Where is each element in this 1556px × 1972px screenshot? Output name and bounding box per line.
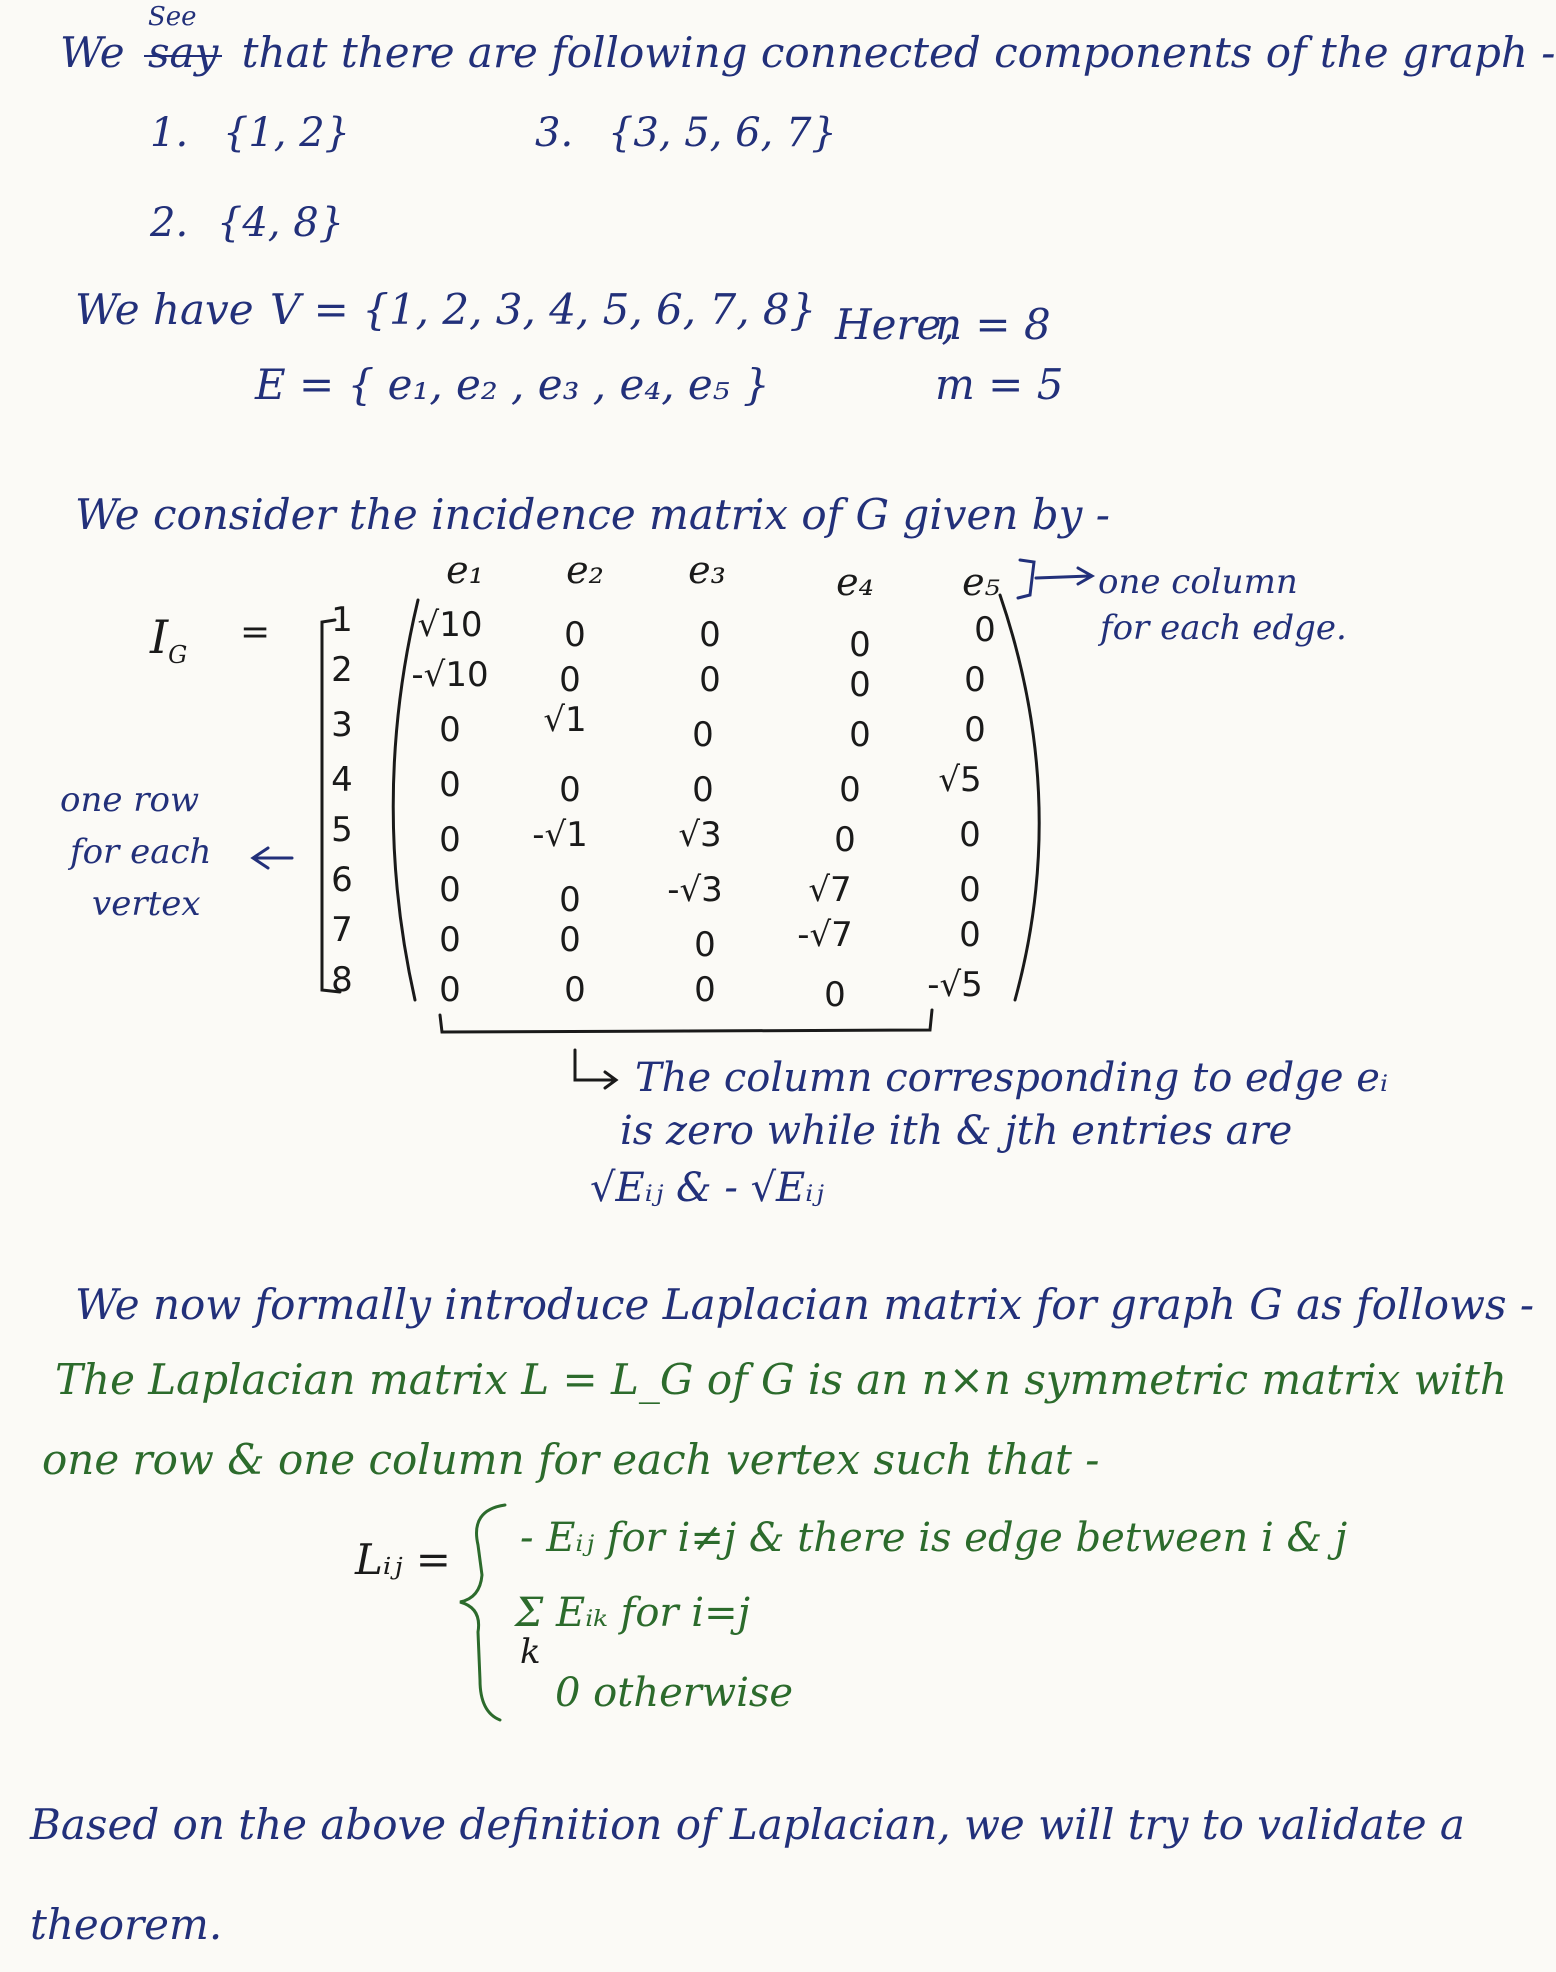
- laplacian-def-line2: one row & one column for each vertex such that -: [42, 1435, 1100, 1484]
- we-have-label: We have: [75, 285, 254, 334]
- m-value: m = 5: [935, 360, 1064, 409]
- matrix-cell: 0: [694, 925, 716, 965]
- component-set: {3, 5, 6, 7}: [607, 110, 837, 156]
- component-number: 1.: [150, 110, 189, 156]
- matrix-cell: 0: [439, 765, 461, 805]
- matrix-name-letter: I: [150, 610, 169, 664]
- row-label-7: 7: [331, 910, 353, 950]
- matrix-cell: 0: [824, 975, 846, 1015]
- matrix-cell: -√5: [927, 965, 983, 1005]
- col-head-e5: e₅: [962, 560, 1000, 604]
- matrix-cell: √10: [417, 605, 483, 645]
- matrix-cell: 0: [959, 915, 981, 955]
- column-note-text-2: is zero while ith & jth entries are: [620, 1108, 1293, 1154]
- intro-rest: that there are following connected components of the graph -: [241, 28, 1556, 77]
- row-label-5: 5: [331, 810, 353, 850]
- intro-crossed-word: say: [147, 28, 219, 77]
- here-label: Here,: [835, 300, 955, 349]
- matrix-cell: 0: [849, 715, 871, 755]
- component-number: 3.: [535, 110, 574, 156]
- row-label-1: 1: [331, 600, 353, 640]
- laplacian-case1: - Eᵢⱼ for i≠j & there is edge between i & j: [520, 1515, 1348, 1561]
- matrix-cell: 0: [959, 815, 981, 855]
- matrix-cell: 0: [959, 870, 981, 910]
- row-note-line3: vertex: [92, 884, 201, 924]
- laplacian-case2-sum: Σ Eᵢₖ for i=j: [515, 1590, 750, 1636]
- brace-stroke: [460, 1505, 505, 1720]
- matrix-cell: √7: [808, 870, 852, 910]
- matrix-cell: 0: [692, 770, 714, 810]
- row-note-line2: for each: [70, 832, 212, 872]
- component-set: {4, 8}: [216, 200, 345, 246]
- matrix-cell: √3: [678, 815, 722, 855]
- matrix-cell: 0: [564, 615, 586, 655]
- col-head-e1: e₁: [446, 548, 484, 592]
- column-note-line2: for each edge.: [1100, 608, 1347, 648]
- matrix-cell: √5: [938, 760, 982, 800]
- row-label-2: 2: [331, 650, 353, 690]
- closing-line1: Based on the above definition of Laplacian, we will try to validate a: [30, 1800, 1465, 1849]
- matrix-cell: -√7: [797, 915, 853, 955]
- matrix-cell: 0: [439, 920, 461, 960]
- component-set: {1, 2}: [222, 110, 351, 156]
- matrix-cell: 0: [439, 820, 461, 860]
- column-note-text-3: √Eᵢⱼ & - √Eᵢⱼ: [590, 1165, 824, 1211]
- matrix-cell: -√1: [532, 815, 588, 855]
- laplacian-case2-index: k: [520, 1632, 541, 1672]
- edge-set: E = { e₁, e₂ , e₃ , e₄, e₅ }: [255, 360, 770, 409]
- matrix-cell: 0: [849, 625, 871, 665]
- matrix-cell: 0: [699, 615, 721, 655]
- laplacian-def-line1: The Laplacian matrix L = L_G of G is an n×n symmetric matrix with: [55, 1355, 1507, 1404]
- matrix-cell: 0: [559, 880, 581, 920]
- row-note-line1: one row: [60, 780, 200, 820]
- matrix-cell: 0: [439, 970, 461, 1010]
- row-label-6: 6: [331, 860, 353, 900]
- row-label-8: 8: [331, 960, 353, 1000]
- matrix-cell: 0: [694, 970, 716, 1010]
- column-note-line1: one column: [1098, 562, 1298, 602]
- matrix-cell: 0: [974, 610, 996, 650]
- col-head-e3: e₃: [688, 548, 726, 592]
- vertex-set: V = {1, 2, 3, 4, 5, 6, 7, 8}: [270, 285, 817, 334]
- matrix-cell: 0: [559, 770, 581, 810]
- matrix-cell: 0: [559, 920, 581, 960]
- matrix-cell: 0: [699, 660, 721, 700]
- matrix-cell: -√10: [411, 655, 489, 695]
- matrix-cell: 0: [439, 870, 461, 910]
- laplacian-intro: We now formally introduce Laplacian matrix for graph G as follows -: [75, 1280, 1535, 1329]
- laplacian-case3: 0 otherwise: [555, 1670, 794, 1716]
- incidence-intro: We consider the incidence matrix of G given by -: [75, 490, 1110, 539]
- matrix-cell: √1: [543, 700, 587, 740]
- matrix-cell: 0: [692, 715, 714, 755]
- row-label-3: 3: [331, 705, 353, 745]
- closing-line2: theorem.: [30, 1900, 223, 1949]
- col-head-e4: e₄: [836, 560, 874, 604]
- matrix-cell: 0: [849, 665, 871, 705]
- matrix-cell: 0: [564, 970, 586, 1010]
- component-number: 2.: [150, 200, 189, 246]
- matrix-equals: =: [240, 612, 271, 653]
- column-note-text-1: The column corresponding to edge eᵢ: [635, 1055, 1388, 1101]
- intro-prefix: We: [60, 28, 125, 77]
- col-head-e2: e₂: [566, 548, 604, 592]
- matrix-cell: 0: [964, 710, 986, 750]
- intro-correction-word: See: [147, 2, 197, 32]
- matrix-cell: -√3: [667, 870, 723, 910]
- laplacian-case2: [515, 1590, 750, 1636]
- matrix-cell: 0: [839, 770, 861, 810]
- laplacian-lhs: Lᵢⱼ =: [355, 1535, 451, 1584]
- matrix-cell: 0: [834, 820, 856, 860]
- matrix-cell: 0: [559, 660, 581, 700]
- matrix-cell: 0: [439, 710, 461, 750]
- row-label-4: 4: [331, 760, 353, 800]
- matrix-cell: 0: [964, 660, 986, 700]
- n-value: n = 8: [935, 300, 1051, 349]
- matrix-subscript: G: [168, 641, 188, 670]
